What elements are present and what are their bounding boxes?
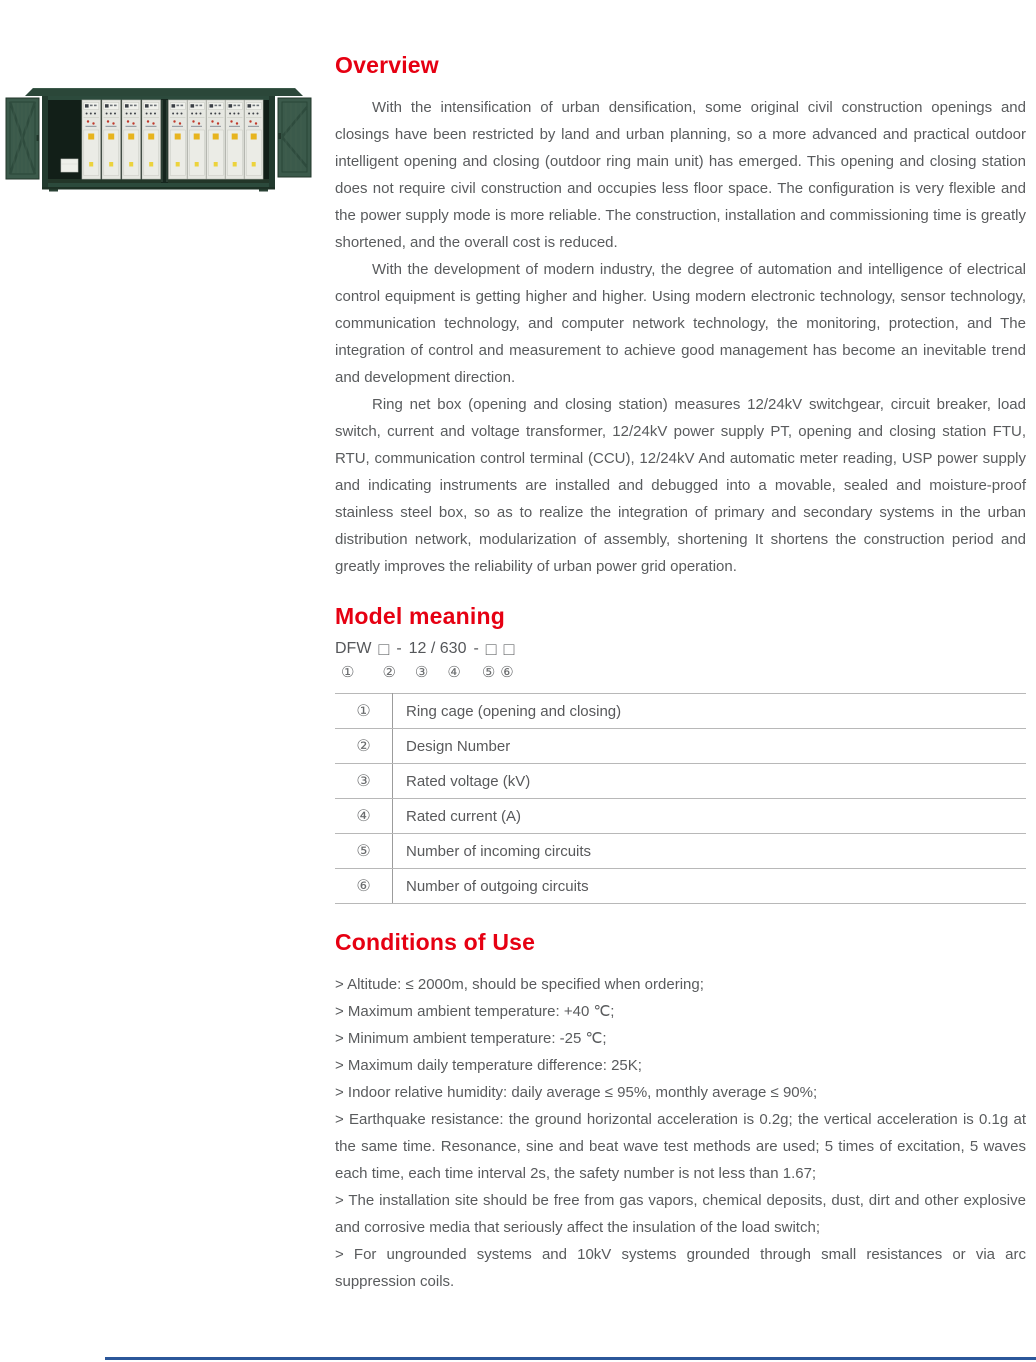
model-circle-numbers	[335, 661, 1026, 683]
model-code-prefix: DFW	[335, 640, 372, 657]
model-code-box: □	[503, 639, 515, 659]
model-code-dash: -	[473, 640, 479, 657]
model-code-line	[335, 639, 1026, 659]
table-row-description: Design Number	[393, 729, 1027, 764]
model-code-box: □	[485, 639, 497, 659]
model-code-box: □	[378, 639, 390, 659]
overview-title: Overview	[335, 52, 439, 78]
table-row-number: ⑥	[335, 869, 393, 904]
table-row-description: Number of incoming circuits	[393, 834, 1027, 869]
circle-number: ⑥	[500, 664, 514, 681]
switchgear-panels-right	[169, 100, 264, 179]
cabinet-base	[42, 187, 275, 192]
content-column	[335, 0, 1026, 1295]
circle-number: ①	[341, 664, 355, 681]
table-row-description: Number of outgoing circuits	[393, 869, 1027, 904]
model-meaning-title: Model meaning	[335, 603, 506, 629]
conditions-of-use-title: Conditions of Use	[335, 929, 536, 955]
circle-number: ③	[414, 664, 429, 681]
left-door-open	[6, 98, 39, 179]
condition-item: > Earthquake resistance: the ground horizontal acceleration is 0.2g; the vertical acceleration is 0.1g at the same time. Resonance, sine and beat wave test methods are used; 5 times of excitation, 5 waves each time, each time interval 2s, the safety number is not less than 1.67;	[335, 1111, 1026, 1182]
overview-paragraph: Ring net box (opening and closing station) measures 12/24kV switchgear, circuit breaker, load switch, current and voltage transformer, 12/24kV power supply PT, opening and closing station FTU, RTU, communication control terminal (CCU), 12/24kV And automatic meter reading, USP power supply and indicating instruments are installed and debugged into a movable, sealed and moisture-proof stainless steel box, so as to realize the integration of primary and secondary systems in the urban distribution network, modularization of assembly, shortening It shortens the construction period and greatly improves the reliability of urban power grid operation.	[335, 396, 1026, 575]
table-row	[335, 799, 1026, 834]
condition-item: > For ungrounded systems and 10kV systems grounded through small resistances or via arc suppression coils.	[335, 1246, 1026, 1290]
condition-item: > Altitude: ≤ 2000m, should be specified when ordering;	[335, 976, 704, 993]
condition-item: > Maximum ambient temperature: +40 ℃;	[335, 1003, 615, 1020]
table-row-description: Rated current (A)	[393, 799, 1027, 834]
table-row-number: ⑤	[335, 834, 393, 869]
table-row-number: ③	[335, 764, 393, 799]
table-row	[335, 869, 1026, 904]
condition-item: > The installation site should be free from gas vapors, chemical deposits, dust, dirt and other explosive and corrosive media that seriously affect the insulation of the load switch;	[335, 1192, 1026, 1236]
circle-number: ②	[382, 664, 396, 681]
table-row-description: Ring cage (opening and closing)	[393, 694, 1027, 729]
model-meaning-table	[335, 693, 1026, 904]
condition-item: > Indoor relative humidity: daily average ≤ 95%, monthly average ≤ 90%;	[335, 1084, 818, 1101]
table-row-description: Rated voltage (kV)	[393, 764, 1027, 799]
table-row	[335, 694, 1026, 729]
table-row	[335, 729, 1026, 764]
model-code-dash: -	[396, 640, 402, 657]
table-row-number: ②	[335, 729, 393, 764]
condition-item: > Maximum daily temperature difference: 25K;	[335, 1057, 642, 1074]
overview-paragraph: With the development of modern industry, the degree of automation and intelligence of electrical control equipment is getting higher and higher. Using modern electronic technology, sensor technology, communication technology, and computer network technology, the monitoring, protection, and The integration of control and measurement to achieve good management has become an inevitable trend and development direction.	[335, 261, 1026, 386]
table-row-number: ④	[335, 799, 393, 834]
table-row	[335, 834, 1026, 869]
center-door-post	[161, 99, 168, 183]
model-code-rating: 12 / 630	[408, 640, 467, 657]
cabinet-roof	[25, 88, 303, 96]
condition-item: > Minimum ambient temperature: -25 ℃;	[335, 1030, 607, 1047]
table-row	[335, 764, 1026, 799]
ring-main-unit-cabinet-illustration	[5, 87, 323, 193]
interior-box	[61, 159, 78, 172]
footer-rule	[105, 1357, 1036, 1360]
overview-paragraph: With the intensification of urban densification, some original civil construction openings and closings have been restricted by land and urban planning, so a more advanced and practical outdoor intelligent opening and closing (outdoor ring main unit) has emerged. This opening and closing station does not require civil construction and occupies less floor space. The configuration is very flexible and the power supply mode is more reliable. The construction, installation and commissioning time is greatly shortened, and the overall cost is reduced.	[335, 99, 1026, 251]
right-door-open	[278, 98, 311, 177]
circle-number: ④	[447, 664, 461, 681]
circle-number: ⑤	[481, 664, 496, 681]
table-row-number: ①	[335, 694, 393, 729]
product-photo	[5, 87, 323, 193]
